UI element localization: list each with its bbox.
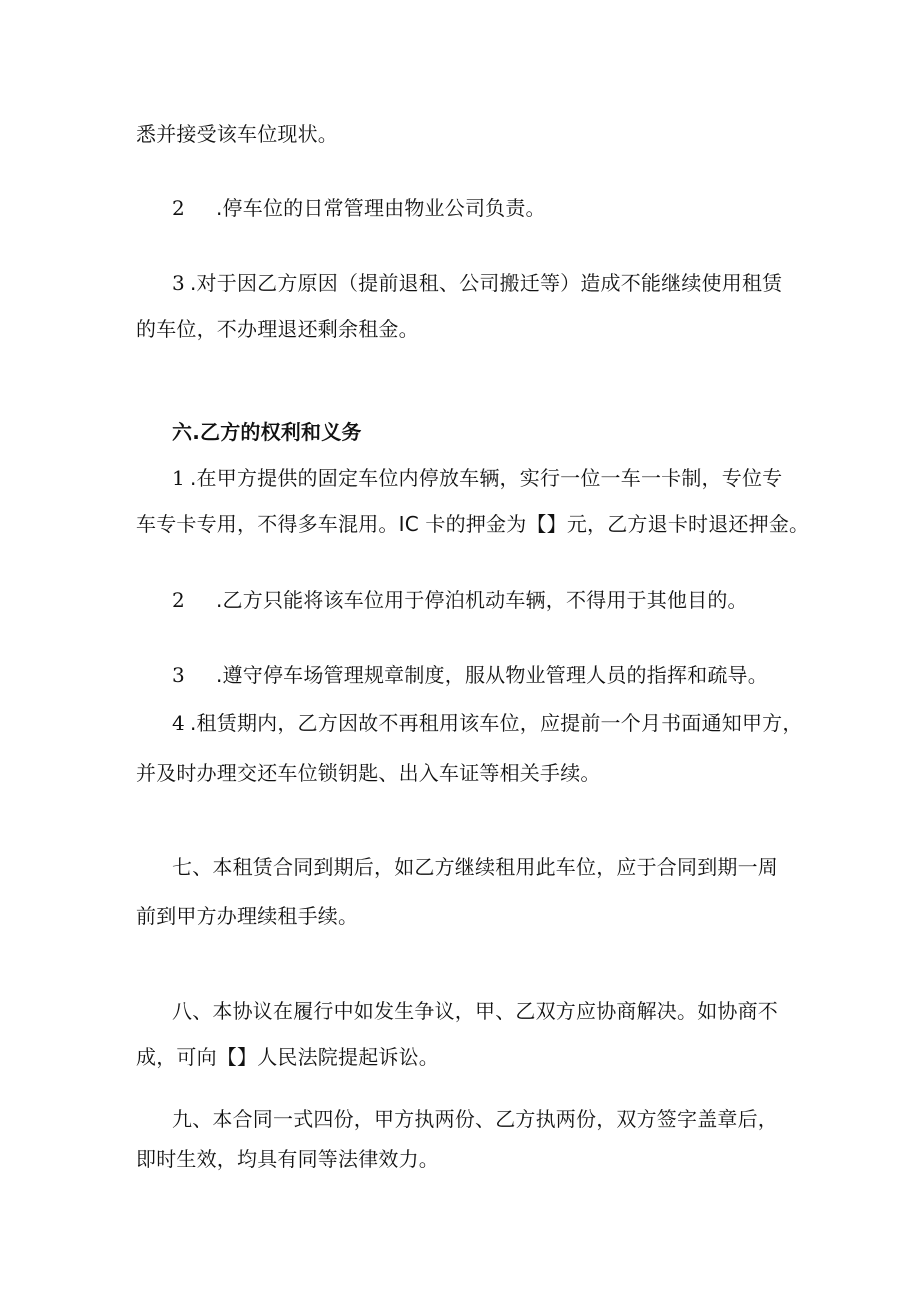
text-line <box>172 853 778 881</box>
text-line <box>172 1105 778 1133</box>
text-line <box>136 315 419 343</box>
line-text: 八、本协议在履行中如发生争议，甲、乙双方应协商解决。如协商不 <box>172 999 778 1023</box>
heading-text: 六.乙方的权利和义务 <box>172 420 362 444</box>
text-line <box>136 120 338 148</box>
section-heading <box>172 418 362 446</box>
text-line <box>136 1145 439 1173</box>
line-text: 的车位，不办理退还剩余租金。 <box>136 317 419 341</box>
line-text: .乙方只能将该车位用于停泊机动车辆，不得用于其他目的。 <box>216 588 748 612</box>
line-text: 七、本租赁合同到期后，如乙方继续租用此车位，应于合同到期一周 <box>172 855 778 879</box>
text-line <box>136 759 601 787</box>
line-text: 即时生效，均具有同等法律效力。 <box>136 1147 439 1171</box>
line-text: .停车位的日常管理由物业公司负责。 <box>216 196 546 220</box>
text-line <box>172 661 768 689</box>
line-text: 并及时办理交还车位锁钥匙、出入车证等相关手续。 <box>136 761 601 785</box>
item-number: 2 <box>172 196 185 220</box>
line-text: .在甲方提供的固定车位内停放车辆，实行一位一车一卡制，专位专 <box>190 466 783 490</box>
line-text: 悉并接受该车位现状。 <box>136 122 338 146</box>
line-text: .对于因乙方原因（提前退租、公司搬迁等）造成不能继续使用租赁 <box>190 271 783 295</box>
line-text: .遵守停车场管理规章制度，服从物业管理人员的指挥和疏导。 <box>216 663 768 687</box>
text-line <box>136 510 809 538</box>
item-number: 3 <box>172 271 185 295</box>
text-line <box>172 194 546 222</box>
line-text: 车专卡专用，不得多车混用。IC 卡的押金为【】元，乙方退卡时退还押金。 <box>136 512 810 536</box>
line-text: 前到甲方办理续租手续。 <box>136 904 359 928</box>
line-text: 成，可向【】人民法院提起诉讼。 <box>136 1045 439 1069</box>
item-number: 4 <box>172 711 185 735</box>
text-line <box>172 709 803 737</box>
text-line <box>172 464 782 492</box>
text-line <box>136 902 358 930</box>
item-number: 3 <box>172 663 185 687</box>
text-line <box>136 1043 439 1071</box>
text-line <box>172 269 782 297</box>
text-line <box>172 586 748 614</box>
line-text: .租赁期内，乙方因故不再租用该车位，应提前一个月书面通知甲方， <box>190 711 803 735</box>
line-text: 九、本合同一式四份，甲方执两份、乙方执两份，双方签字盖章后， <box>172 1107 778 1131</box>
text-line <box>172 997 778 1025</box>
item-number: 1 <box>172 466 185 490</box>
item-number: 2 <box>172 588 185 612</box>
